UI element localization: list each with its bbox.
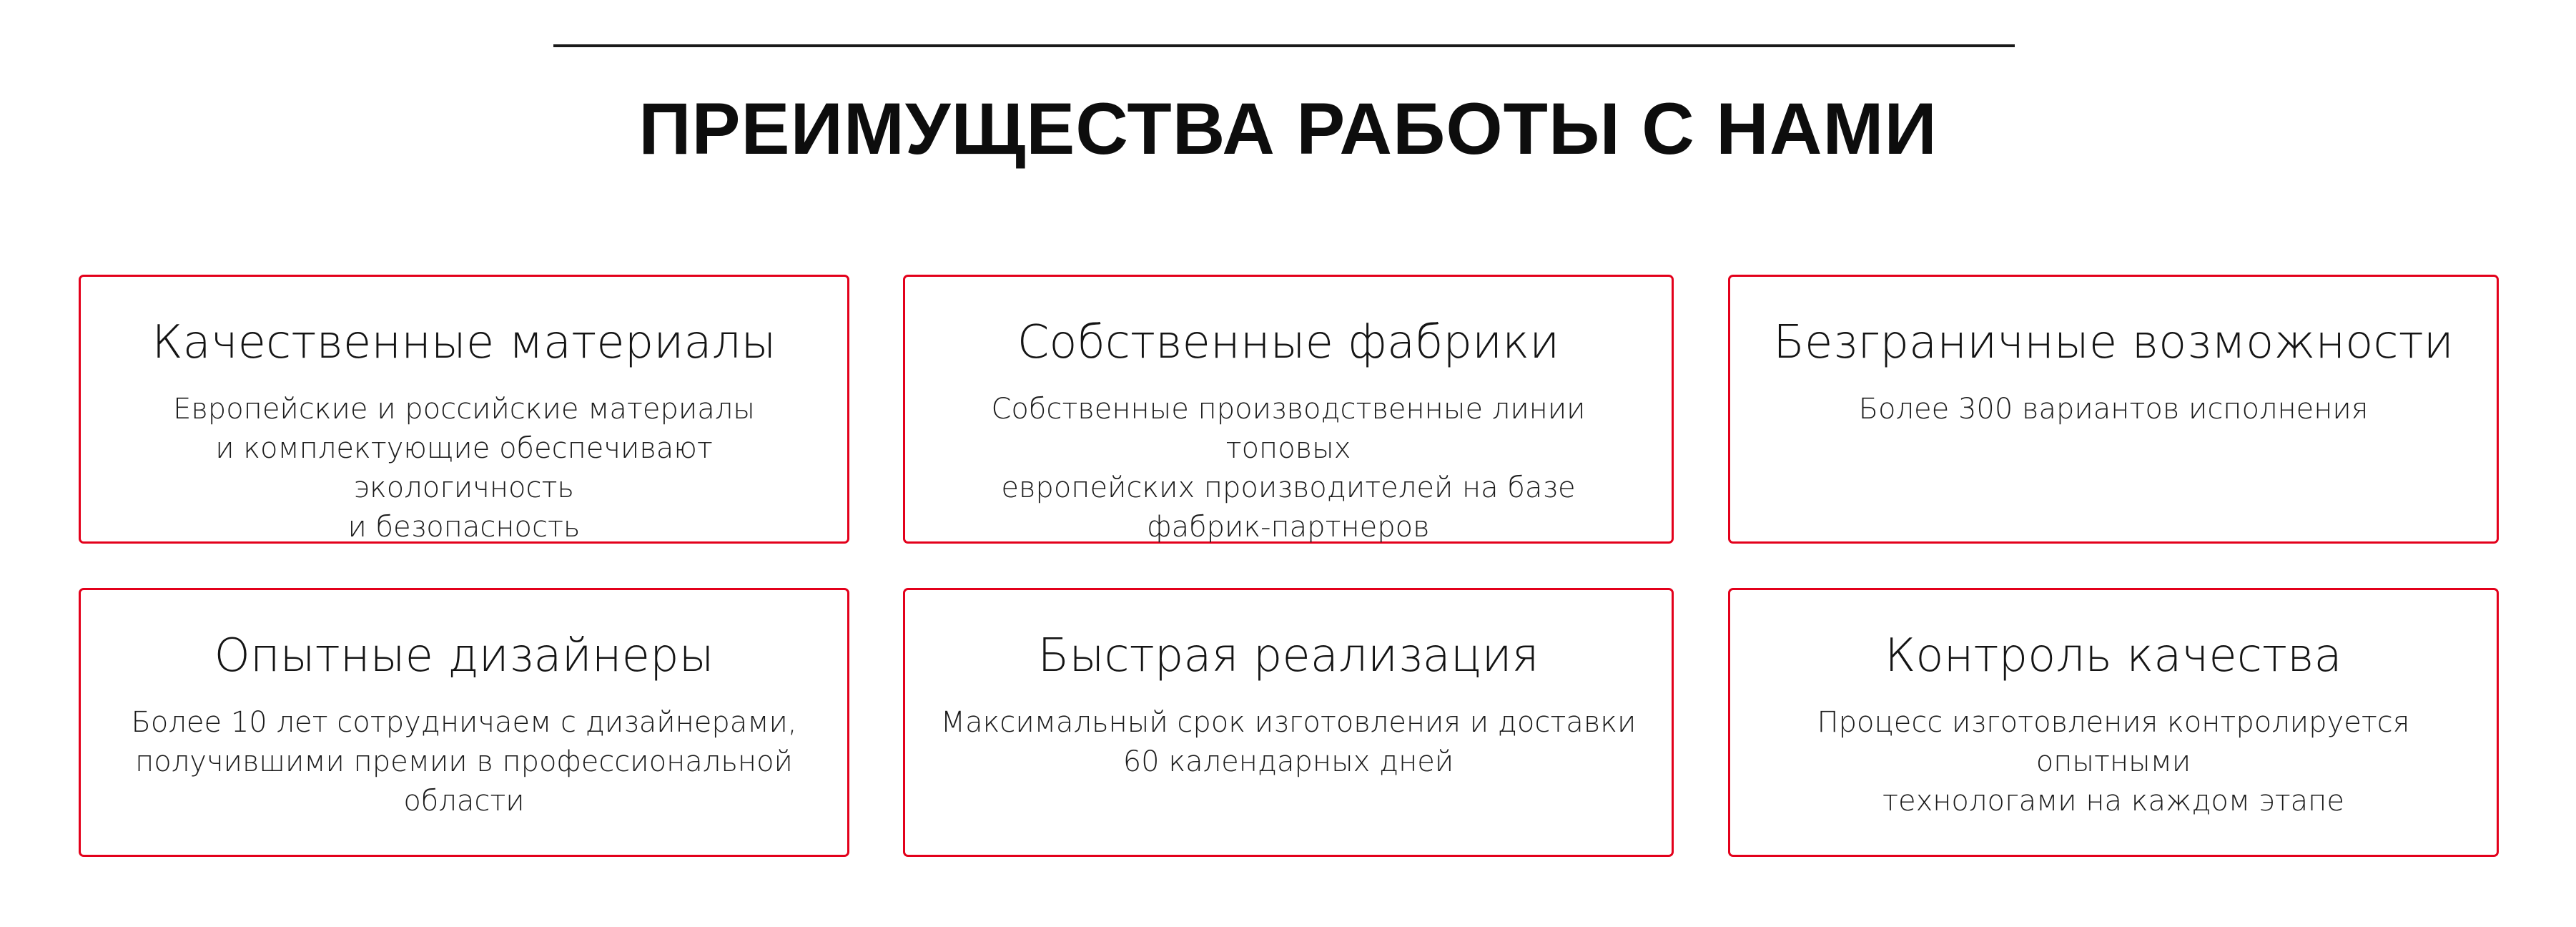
card-description-line: фабрик-партнеров [1147,511,1430,544]
card-title: Безграничные возможности [1773,316,2454,369]
card-title: Быстрая реализация [1037,629,1539,682]
card-quality-materials[interactable] [79,275,849,544]
card-description-line: Европейские и российские материалы [173,393,755,426]
card-description-line: европейских производителей на базе [1001,471,1576,504]
card-quality-control[interactable] [1728,588,2499,857]
card-description-line: получившими премии в профессиональной области [135,745,793,818]
card-description-line: Процесс изготовления контролируется опытными [1817,706,2410,778]
card-description [1752,390,2475,429]
card-description [102,703,826,821]
card-description-line: Собственные производственные линии топовых [991,393,1586,465]
card-description-line: 60 календарных дней [1122,745,1454,778]
card-unlimited-possibilities[interactable] [1728,275,2499,544]
card-title: Опытные дизайнеры [214,629,714,682]
card-own-factories[interactable] [903,275,1674,544]
card-description-line: и безопасность [347,511,581,544]
card-description [927,703,1650,782]
card-title: Собственные фабрики [1017,316,1560,369]
title-divider [553,44,2015,47]
card-description-line: Более 10 лет сотрудничаем с дизайнерами, [131,706,797,739]
card-description-line: технологами на каждом этапе [1882,785,2344,818]
card-description [102,390,826,547]
card-description [1752,703,2475,821]
card-description-line: и комплектующие обеспечивают экологичность [215,432,713,504]
card-experienced-designers[interactable] [79,588,849,857]
card-fast-implementation[interactable] [903,588,1674,857]
card-title: Контроль качества [1885,629,2342,682]
card-title: Качественные материалы [152,316,776,369]
card-description-line: Более 300 вариантов исполнения [1858,393,2369,426]
card-description-line: Максимальный срок изготовления и доставки [940,706,1637,739]
card-description [927,390,1650,547]
section-title: ПРЕИМУЩЕСТВА РАБОТЫ С НАМИ [638,88,1938,170]
